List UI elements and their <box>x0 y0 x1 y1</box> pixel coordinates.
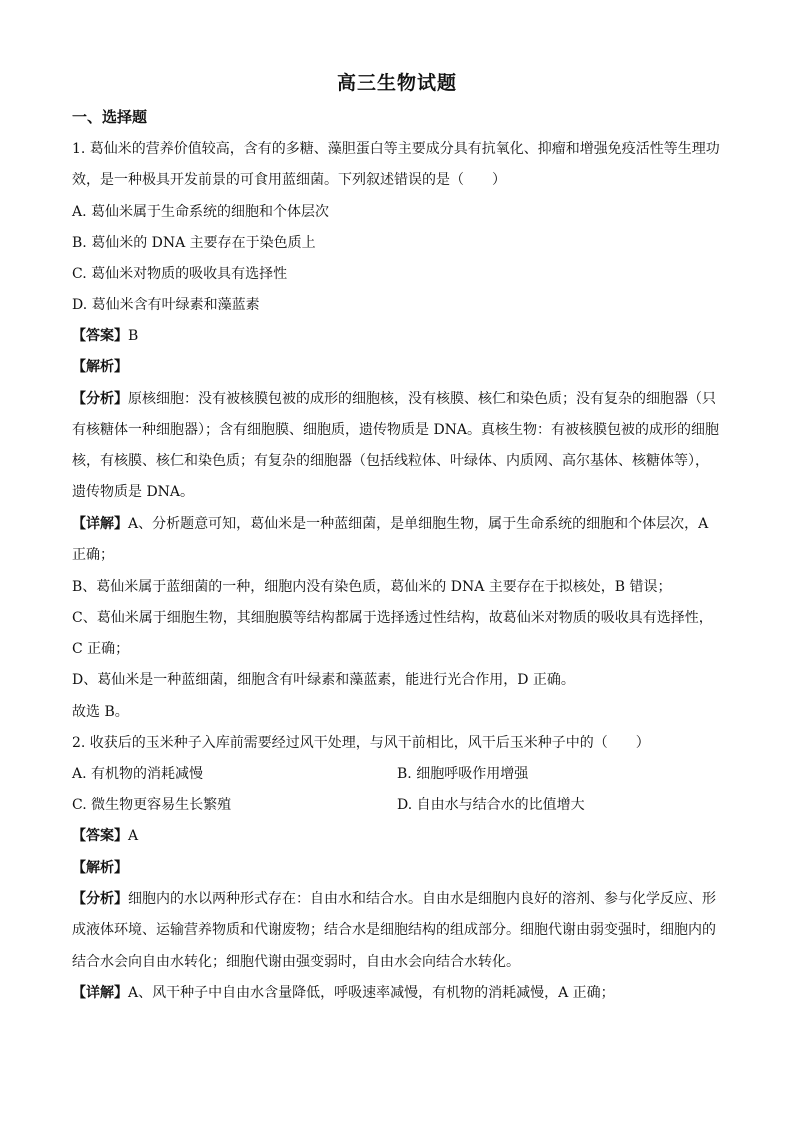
q2-answer-value: A <box>128 828 139 844</box>
q1-fenxi-line4: 遗传物质是 DNA。 <box>72 484 195 500</box>
q1-analysis-tag: 【解析】 <box>72 359 128 375</box>
q2-option-b: B. 细胞呼吸作用增强 <box>397 766 529 782</box>
page-title: 高三生物试题 <box>336 72 457 94</box>
q1-detail-a-line1 <box>72 514 732 534</box>
q1-fenxi-text1: 原核细胞：没有被核膜包被的成形的细胞核，没有核膜、核仁和染色质；没有复杂的细胞器（只 <box>128 391 716 407</box>
q2-detail-a-text: A、风干种子中自由水含量降低，呼吸速率减慢，有机物的消耗减慢，A 正确； <box>128 985 615 1001</box>
q1-fenxi-tag: 【分析】 <box>72 391 128 407</box>
q1-option-b: B. 葛仙米的 DNA 主要存在于染色质上 <box>72 235 316 251</box>
q1-detail-a-text1: A、分析题意可知，葛仙米是一种蓝细菌，是单细胞生物，属于生命系统的细胞和个体层次，A <box>128 516 709 532</box>
q2-fenxi-line2: 成液体环境、运输营养物质和代谢废物；结合水是细胞结构的组成部分。细胞代谢由弱变强时，细胞内的 <box>72 922 716 938</box>
q1-option-d: D. 葛仙米含有叶绿素和藻蓝素 <box>72 297 260 313</box>
q2-option-d: D. 自由水与结合水的比值增大 <box>397 797 585 813</box>
q1-detail-a-line2: 正确； <box>72 547 114 563</box>
q1-stem-line1: 1. 葛仙米的营养价值较高，含有的多糖、藻胆蛋白等主要成分具有抗氧化、抑瘤和增强免疫活性等生理功 <box>72 141 720 157</box>
q2-option-c: C. 微生物更容易生长繁殖 <box>72 797 232 813</box>
q1-answer-row <box>72 326 732 346</box>
q1-detail-c-line1: C、葛仙米属于细胞生物，其细胞膜等结构都属于选择透过性结构，故葛仙米对物质的吸收具有选择性， <box>72 610 713 626</box>
section-heading: 一、选择题 <box>72 108 148 126</box>
q1-answer-value: B <box>128 328 139 344</box>
q2-stem: 2. 收获后的玉米种子入库前需要经过风干处理，与风干前相比，风干后玉米种子中的（ ） <box>72 735 650 751</box>
q1-detail-c-line2: C 正确； <box>72 641 130 657</box>
q2-answer-row <box>72 826 732 846</box>
q1-fenxi-line3: 核，有核膜、核仁和染色质；有复杂的细胞器（包括线粒体、叶绿体、内质网、高尔基体、核糖体等）， <box>72 453 709 469</box>
q2-analysis-tag: 【解析】 <box>72 860 128 876</box>
q1-detail-d: D、葛仙米是一种蓝细菌，细胞含有叶绿素和藻蓝素，能进行光合作用，D 正确。 <box>72 672 575 688</box>
q2-fenxi-tag: 【分析】 <box>72 891 128 907</box>
q2-option-a: A. 有机物的消耗减慢 <box>72 766 204 782</box>
q1-fenxi-line1 <box>72 389 732 409</box>
q1-detail-b: B、葛仙米属于蓝细菌的一种，细胞内没有染色质，葛仙米的 DNA 主要存在于拟核处，B 错误； <box>72 579 672 595</box>
q1-option-c: C. 葛仙米对物质的吸收具有选择性 <box>72 266 288 282</box>
q2-fenxi-line3: 结合水会向自由水转化；细胞代谢由强变弱时，自由水会向结合水转化。 <box>72 954 520 970</box>
q1-option-a: A. 葛仙米属于生命系统的细胞和个体层次 <box>72 204 330 220</box>
q2-fenxi-line1 <box>72 889 732 909</box>
q1-conclusion: 故选 B。 <box>72 704 129 720</box>
q1-stem-line2: 效，是一种极具开发前景的可食用蓝细菌。下列叙述错误的是（ ） <box>72 172 506 188</box>
q1-xiangjie-tag: 【详解】 <box>72 516 128 532</box>
q2-answer-tag: 【答案】 <box>72 828 128 844</box>
q2-fenxi-text1: 细胞内的水以两种形式存在：自由水和结合水。自由水是细胞内良好的溶剂、参与化学反应、形 <box>128 891 716 907</box>
q1-answer-tag: 【答案】 <box>72 328 128 344</box>
q2-xiangjie-tag: 【详解】 <box>72 985 128 1001</box>
q1-fenxi-line2: 有核糖体一种细胞器）；含有细胞膜、细胞质，遗传物质是 DNA。真核生物：有被核膜包被的成形的细胞 <box>72 422 720 438</box>
q2-detail-a <box>72 983 732 1003</box>
